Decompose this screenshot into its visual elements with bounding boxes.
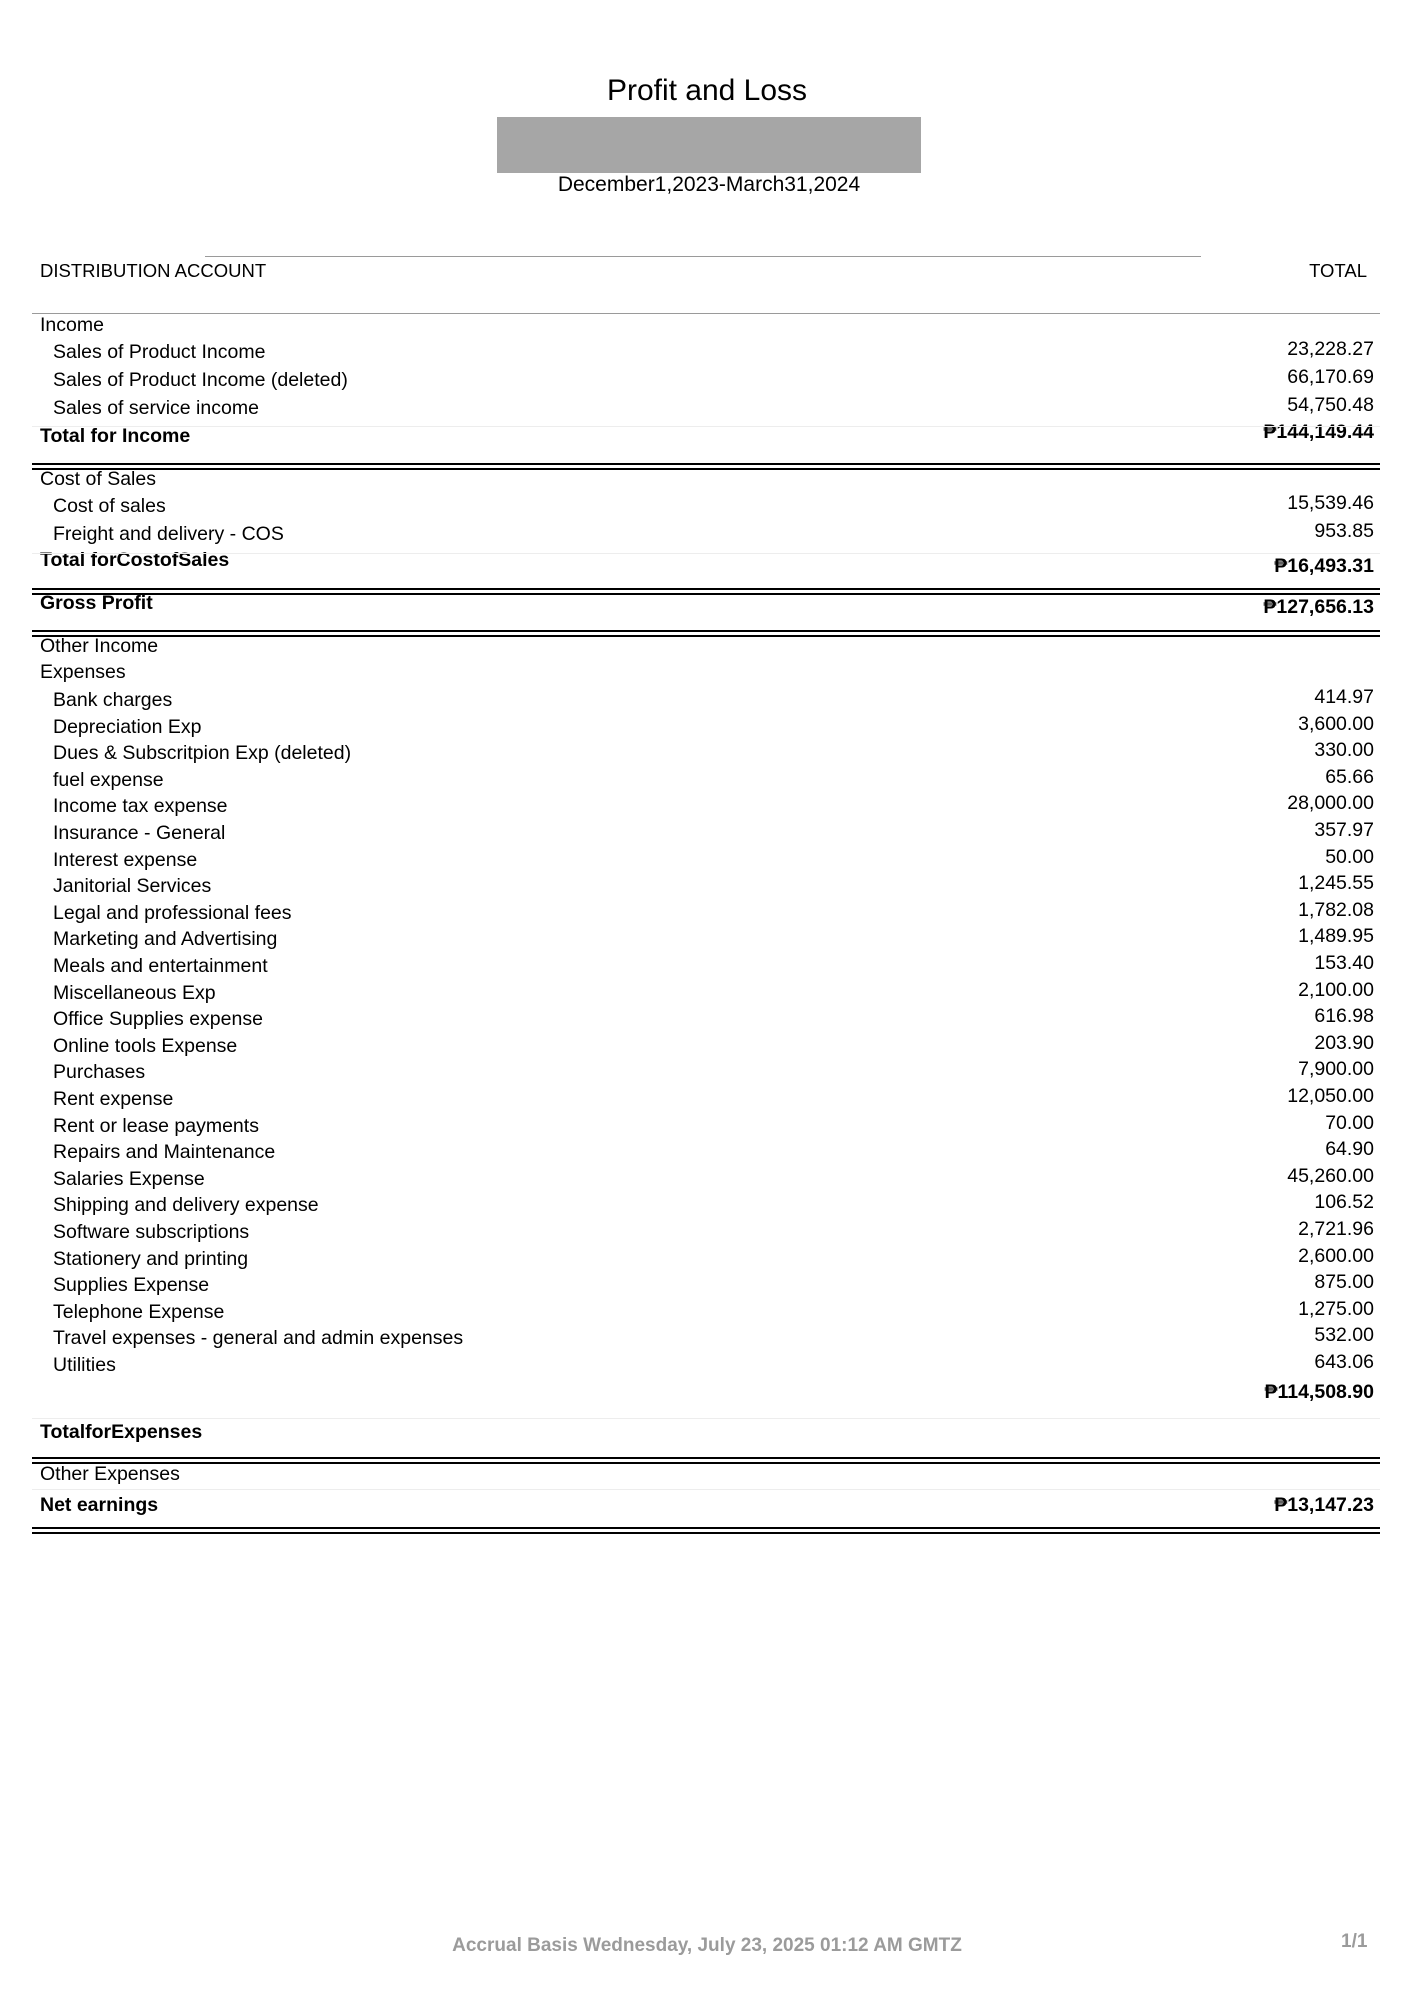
report-title: Profit and Loss	[606, 74, 808, 107]
gross-profit-row: Gross Profit ₱127,656.13	[40, 592, 1374, 618]
column-header-total: TOTAL	[1309, 260, 1367, 281]
table-row: Freight and delivery - COS 953.85	[53, 520, 1374, 545]
table-row: Online tools Expense 203.90	[53, 1031, 1374, 1057]
expenses-total-value-row: ₱114,508.90	[1264, 1381, 1374, 1403]
footer-basis: Accrual Basis Wednesday, July 23, 2025 01:12 AM GMTZ	[452, 1935, 962, 1956]
table-row: Insurance - General 357.97	[53, 819, 1374, 844]
subtotal-rule	[32, 553, 1380, 554]
table-row: Dues & Subscritpion Exp (deleted) 330.00	[53, 739, 1374, 765]
company-name-redacted	[497, 117, 921, 173]
section-heading-cost-of-sales: Cost of Sales	[40, 468, 156, 490]
double-rule	[32, 588, 1380, 595]
table-row: fuel expense 65.66	[53, 765, 1374, 791]
table-row: Miscellaneous Exp 2,100.00	[53, 978, 1374, 1004]
table-row: Meals and entertainment 153.40	[53, 952, 1374, 977]
table-row: Rent expense 12,050.00	[53, 1085, 1374, 1110]
table-row: Depreciation Exp 3,600.00	[53, 712, 1374, 738]
table-row: Office Supplies expense 616.98	[53, 1005, 1374, 1031]
table-row: Utilities 643.06	[53, 1351, 1374, 1376]
column-header-account: DISTRIBUTION ACCOUNT	[40, 260, 267, 281]
table-row: Janitorial Services 1,245.55	[53, 872, 1374, 898]
table-row: Cost of sales 15,539.46	[53, 492, 1374, 517]
table-row: Stationery and printing 2,600.00	[53, 1244, 1374, 1270]
table-row: Sales of service income 54,750.48	[53, 394, 1374, 419]
table-row: Interest expense 50.00	[53, 845, 1374, 871]
table-row: Travel expenses - general and admin expenses 532.00	[53, 1324, 1374, 1350]
total-row-cost-of-sales: Total forCostofSales ₱16,493.31	[40, 549, 1374, 577]
table-row: Purchases 7,900.00	[53, 1058, 1374, 1084]
report-period: December1,2023-March31,2024	[557, 173, 861, 196]
table-row: Supplies Expense 875.00	[53, 1271, 1374, 1297]
section-heading-other-income: Other Income	[40, 635, 159, 657]
table-row: Telephone Expense 1,275.00	[53, 1297, 1374, 1323]
section-heading-income: Income	[40, 314, 104, 336]
table-row: Salaries Expense 45,260.00	[53, 1164, 1374, 1190]
subtotal-rule	[32, 1489, 1380, 1490]
table-row: Sales of Product Income 23,228.27	[53, 338, 1374, 363]
table-row: Rent or lease payments 70.00	[53, 1111, 1374, 1137]
section-heading-other-expenses: Other Expenses	[40, 1463, 180, 1485]
double-rule	[32, 1527, 1380, 1534]
double-rule	[32, 630, 1380, 637]
table-row: Legal and professional fees 1,782.08	[53, 898, 1374, 924]
section-heading-expenses: Expenses	[40, 661, 126, 683]
table-row: Income tax expense 28,000.00	[53, 792, 1374, 818]
subtotal-rule	[32, 426, 1380, 427]
table-row: Marketing and Advertising 1,489.95	[53, 925, 1374, 951]
net-earnings-row: Net earnings ₱13,147.23	[40, 1494, 1374, 1516]
double-rule	[32, 1457, 1380, 1464]
table-row: Shipping and delivery expense 106.52	[53, 1191, 1374, 1217]
total-row-expenses: TotalforExpenses	[40, 1421, 203, 1443]
table-row: Sales of Product Income (deleted) 66,170.69	[53, 366, 1374, 391]
double-rule	[32, 463, 1380, 470]
header-top-rule	[205, 256, 1201, 257]
table-row: Software subscriptions 2,721.96	[53, 1218, 1374, 1243]
page-number: 1/1	[1341, 1931, 1368, 1952]
subtotal-rule	[32, 1418, 1380, 1419]
table-row: Repairs and Maintenance 64.90	[53, 1138, 1374, 1164]
total-row-income: Total for Income ₱144,149.44	[40, 421, 1374, 447]
table-row: Bank charges 414.97	[53, 686, 1374, 711]
